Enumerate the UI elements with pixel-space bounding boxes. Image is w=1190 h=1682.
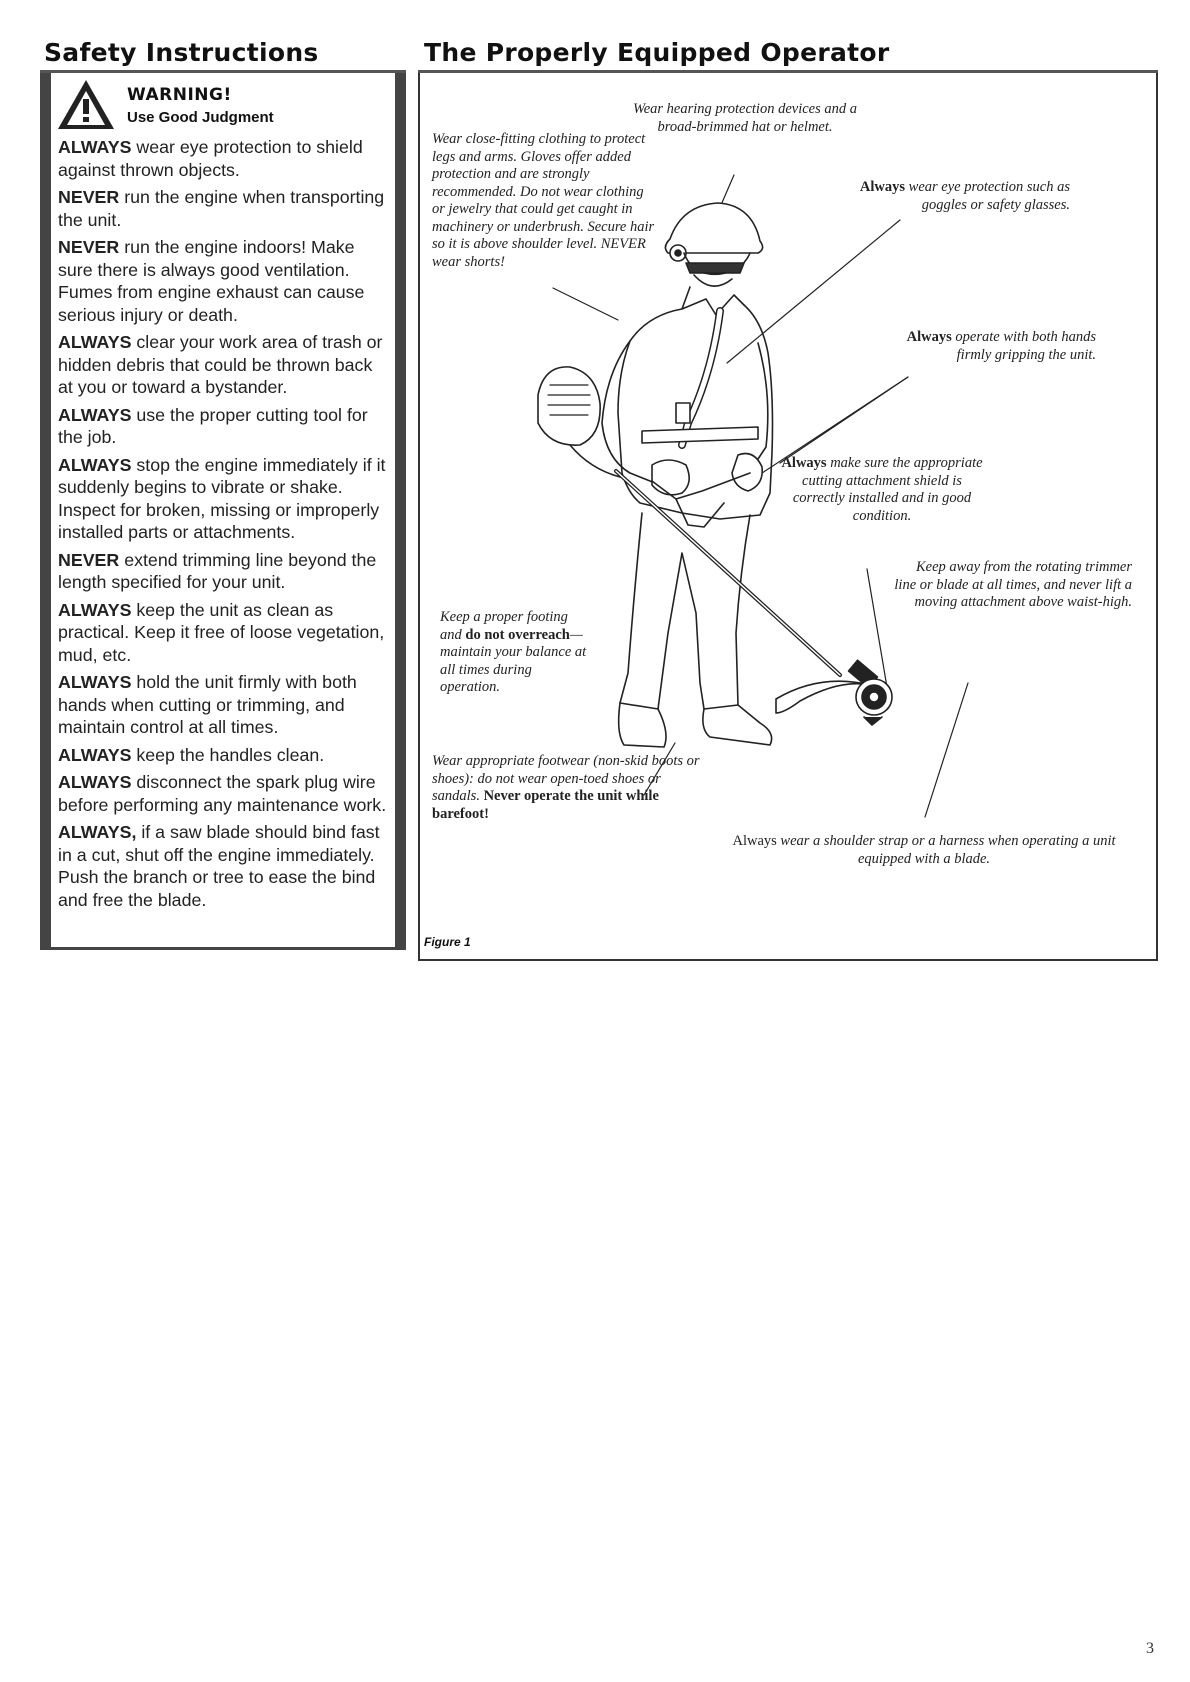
warning-title: WARNING! — [127, 85, 232, 105]
warning-subtitle: Use Good Judgment — [127, 109, 274, 126]
section-heading-operator: The Properly Equipped Operator — [424, 38, 890, 67]
warning-item: NEVER run the engine indoors! Make sure there is always good ventilation. Fumes from engine exhaust can cause serious injury or death. — [58, 237, 365, 325]
warning-item: ALWAYS stop the engine immediately if it suddenly begins to vibrate or shake. Inspect for broken, missing or improperly installed parts or attachments. — [58, 454, 386, 542]
warning-header — [51, 73, 395, 133]
warning-list — [58, 136, 391, 916]
warning-item: ALWAYS clear your work area of trash or hidden debris that could be thrown back at you or toward a bystander. — [58, 332, 383, 397]
warning-item: ALWAYS wear eye protection to shield against thrown objects. — [58, 137, 363, 180]
warning-item: ALWAYS, if a saw blade should bind fast in a cut, shut off the engine immediately. Push the branch or tree to ease the bind and free the blade. — [58, 822, 380, 910]
warning-item: ALWAYS disconnect the spark plug wire before performing any maintenance work. — [58, 772, 387, 815]
warning-item: ALWAYS hold the unit firmly with both hands when cutting or trimming, and maintain control at all times. — [58, 672, 357, 737]
caption-footing: Keep a proper footing and do not overreach—maintain your balance at all times during operation. — [440, 609, 587, 695]
warning-item: ALWAYS use the proper cutting tool for the job. — [58, 404, 368, 447]
warning-item: ALWAYS keep the handles clean. — [58, 744, 325, 765]
operator-figure-panel — [418, 73, 1158, 961]
caption-eye-protection: Always wear eye protection such as goggles or safety glasses. — [859, 179, 1070, 213]
caption-shoulder-strap: Always wear a shoulder strap or a harness when operating a unit equipped with a blade. — [732, 833, 1116, 867]
caption-clothing: Wear close-fitting clothing to protect legs and arms. Gloves offer added protection and are strongly recommended. Do not wear clothing or jewelry that could get caught in machinery or underbrush. Secure hair so it is above shoulder level. NEVER wear shorts! — [432, 131, 655, 270]
page-number: 3 — [1146, 1640, 1154, 1657]
warning-item: NEVER extend trimming line beyond the length specified for your unit. — [58, 549, 377, 592]
caption-both-hands: Always operate with both hands firmly gripping the unit. — [906, 329, 1096, 363]
caption-shield: Always make sure the appropriate cutting attachment shield is correctly installed and in good condition. — [781, 455, 983, 524]
warning-triangle-icon — [55, 77, 117, 132]
caption-hearing-protection: Wear hearing protection devices and a broad-brimmed hat or helmet. — [632, 101, 858, 135]
caption-keep-away: Keep away from the rotating trimmer line or blade at all times, and never lift a moving attachment above waist-high. — [894, 559, 1132, 610]
warning-panel — [40, 73, 406, 950]
warning-item: ALWAYS keep the unit as clean as practical. Keep it free of loose vegetation, mud, etc. — [58, 599, 385, 665]
caption-footwear: Wear appropriate footwear (non-skid boots or shoes): do not wear open-toed shoes or sandals. Never operate the unit while barefoot! — [432, 753, 700, 822]
section-heading-safety: Safety Instructions — [44, 38, 319, 67]
figure-label: Figure 1 — [424, 935, 471, 949]
warning-item: NEVER run the engine when transporting the unit. — [58, 187, 385, 230]
